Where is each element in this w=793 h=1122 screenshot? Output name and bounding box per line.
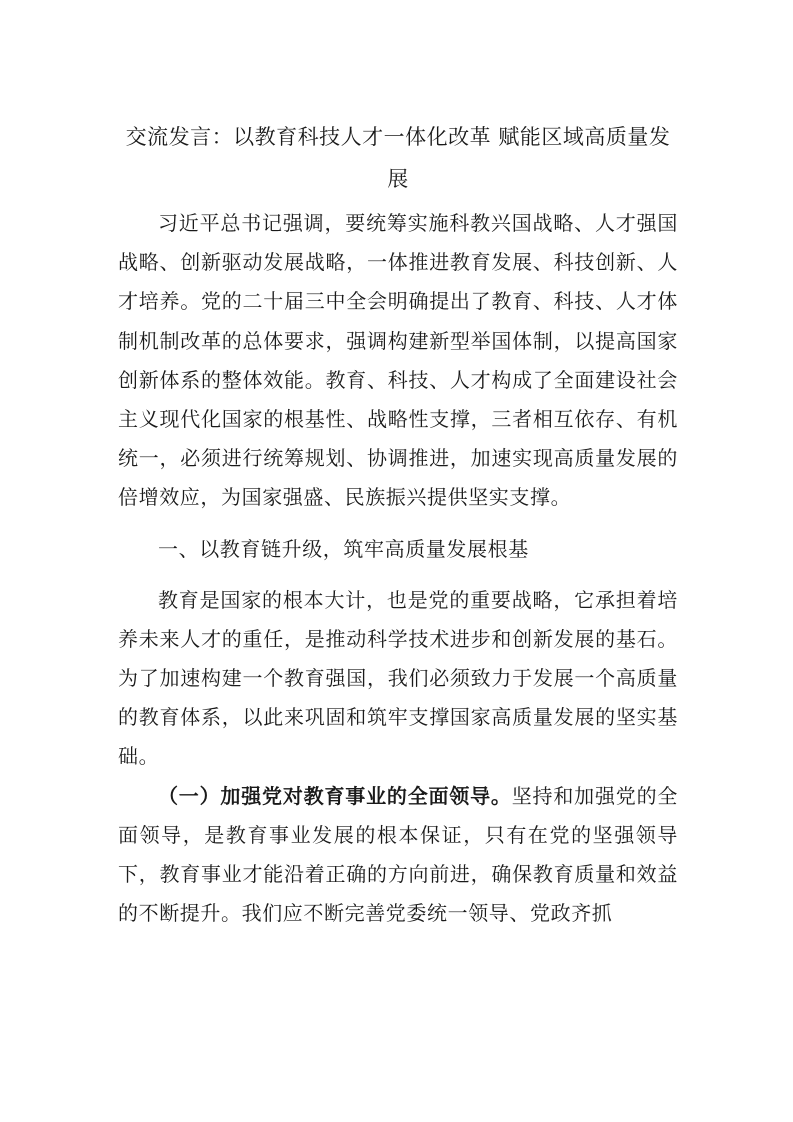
intro-paragraph: 习近平总书记强调，要统筹实施科教兴国战略、人才强国战略、创新驱动发展战略，一体推进教育发展、科技创新、人才培养。党的二十届三中全会明确提出了教育、科技、人才体制机制改革的总体要求，强调构建新型举国体制，以提高国家创新体系的整体效能。教育、科技、人才构成了全面建设社会主义现代化国家的根基性、战略性支撑，三者相互依存、有机统一，必须进行统筹规划、协调推进，加速实现高质量发展的倍增效应，为国家强盛、民族振兴提供坚实支撑。 — [118, 211, 678, 510]
document-body — [118, 116, 678, 933]
subsection-1-text: 坚持和加强党的全面领导，是教育事业发展的根本保证，只有在党的坚强领导下，教育事业才能沿着正确的方向前进，确保教育质量和效益的不断提升。我们应不断完善党委统一领导、党政齐抓 — [118, 783, 678, 926]
subsection-1-paragraph — [118, 777, 678, 934]
document-title: 交流发言：以教育科技人才一体化改革 赋能区域高质量发展 — [125, 125, 671, 191]
subsection-1-heading: （一）加强党对教育事业的全面领导。 — [158, 783, 512, 808]
section-1-paragraph: 教育是国家的根本大计，也是党的重要战略，它承担着培养未来人才的重任，是推动科学技术进步和创新发展的基石。为了加速构建一个教育强国，我们必须致力于发展一个高质量的教育体系，以此来巩固和筑牢支撑国家高质量发展的坚实基础。 — [118, 587, 678, 769]
section-heading-1: 一、以教育链升级，筑牢高质量发展根基 — [158, 536, 529, 561]
